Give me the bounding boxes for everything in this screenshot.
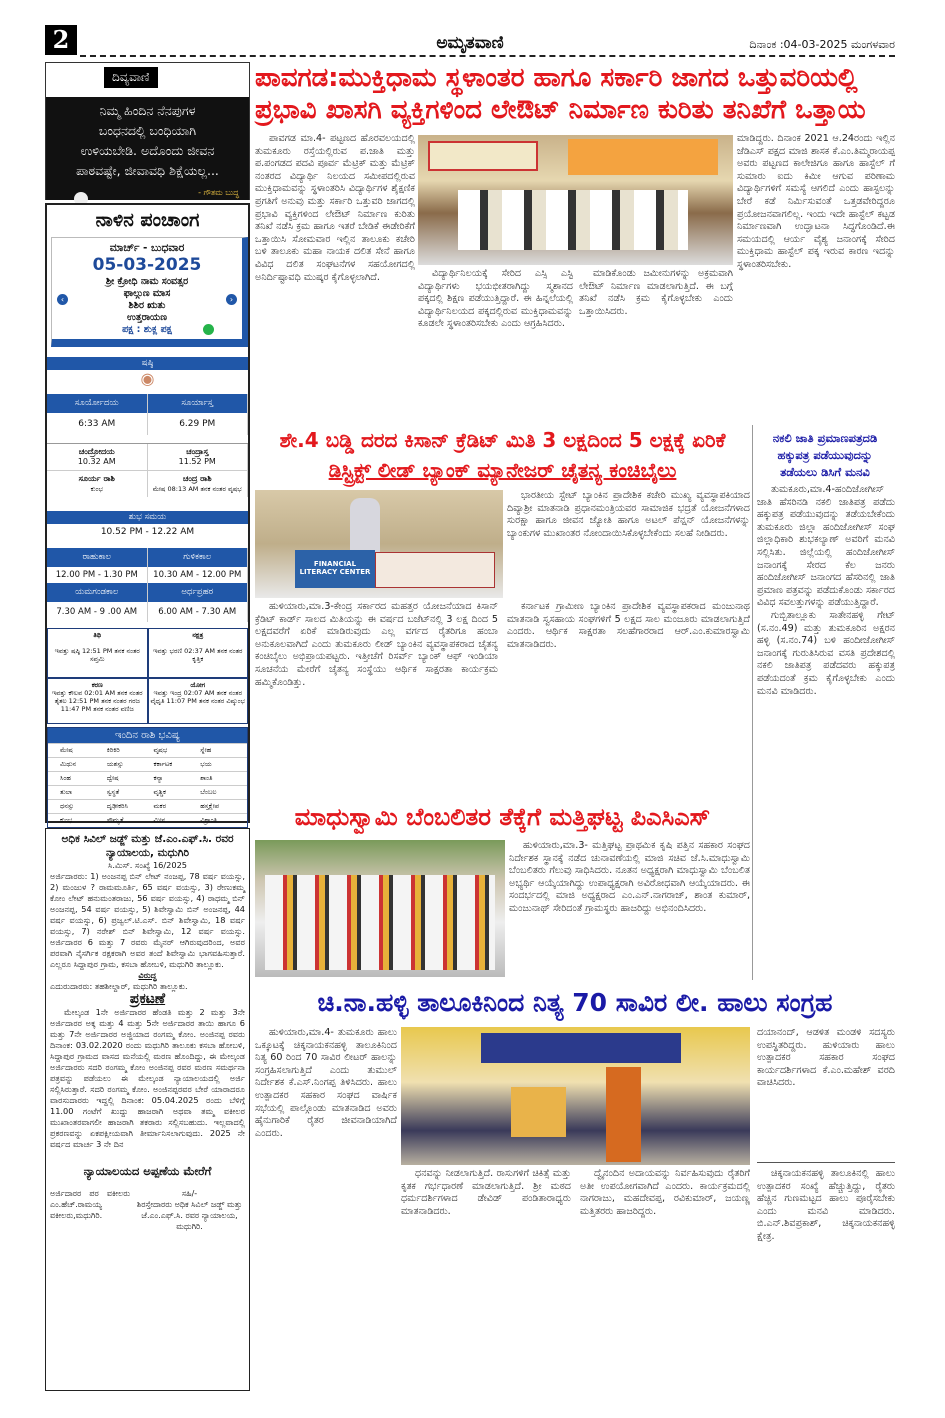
paksha: ಪಕ್ಷ : ಶುಕ್ಲ ಪಕ್ಷ bbox=[122, 324, 172, 335]
financial-literacy-banner: FINANCIAL LITERACY CENTER bbox=[295, 550, 375, 588]
karana-detail: ಇವತ್ತು ಕೌಲವ 02:01 AM ತನಕ ನಂತರ ತೈತಲ 12:51 PM ತನಕ ನಂತರ ಗರಜ 11:47 PM ತನಕ ನಂತರ ವಣಿಜ bbox=[51, 689, 143, 713]
chevron-left-icon: ‹ bbox=[57, 294, 68, 305]
article-4-col-1 bbox=[255, 1027, 397, 1392]
yama-label: ಯಮಗಂಡಕಾಲ bbox=[47, 583, 148, 602]
sidebar-body bbox=[757, 484, 895, 979]
rahu-label: ರಾಹುಕಾಲ bbox=[47, 548, 148, 567]
stage-banner bbox=[375, 552, 495, 588]
article-2-photo bbox=[255, 490, 503, 598]
rashi-name: ವೃಶ್ಚಿಕ bbox=[153, 788, 166, 796]
advocate: ಅರ್ಜಿದಾರರ ಪರ ವಕೀಲರು ಎಂ.ಹೆಚ್.ರಾಮಯ್ಯ ವಕೀಲರು,ಮಧುಗಿರಿ. bbox=[50, 1189, 130, 1220]
tithi-detail: ಇವತ್ತು ಷಷ್ಠಿ 12:51 PM ತನಕ ನಂತರ ಸಪ್ತಮಿ bbox=[54, 647, 140, 663]
ritu: ಶಿಶಿರ ಋತು bbox=[128, 300, 166, 311]
page-number: 2 bbox=[45, 25, 77, 55]
rashi-prediction: ಯಶಸ್ಸು bbox=[106, 760, 124, 768]
rashi-table bbox=[48, 743, 247, 827]
article-2-col-3 bbox=[507, 601, 750, 789]
paragraph: ಹುಳಿಯಾರು,ಮಾ.3- ಮತ್ತಿಘಟ್ಟ ಪ್ರಾಥಮಿಕ ಕೃಷಿ ಪತ್ತಿನ ಸಹಕಾರ ಸಂಘದ ನಿರ್ದೇಶಕ ಸ್ಥಾನಕ್ಕೆ ನಡೆದ ಚುನಾವಣೆಯಲ್ಲಿ ಮಾಜಿ ಸಚಿವ ಜೆ.ಸಿ.ಮಾಧುಸ್ವಾಮಿ ಬೆಂಬಲಿತರು ಗೆಲುವು ಸಾಧಿಸಿದರು. ನೂತನ ಅಧ್ಯಕ್ಷರಾಗಿ ಮಾಧುಸ್ವಾಮಿ ಬೆಂಬಲಿತ ಅಭ್ಯರ್ಥಿ ಆಯ್ಕೆಯಾಗಿದ್ದು ಉಪಾಧ್ಯಕ್ಷರಾಗಿ ಅವಿರೋಧವಾಗಿ ಆಯ್ಕೆಯಾದರು. ಈ ಸಂದರ್ಭದಲ್ಲಿ ಮಾಜಿ ಅಧ್ಯಕ್ಷರಾದ ಎಂ.ಎನ್.ನಾಗರಾಜ್, ಶಾಂತ ಕುಮಾರ್, ಮಂಜುನಾಥ್ ಸೇರಿದಂತೆ ಗ್ರಾಮಸ್ಥರು ಹಾಜರಿದ್ದು ಅಭಿನಂದಿಸಿದರು. bbox=[509, 840, 750, 914]
headline-line: ಹಕ್ಕುಪತ್ರ ಪಡೆಯುವುದನ್ನು bbox=[777, 448, 873, 462]
article-1-col-3 bbox=[579, 268, 733, 420]
tithi-bar: ಷಷ್ಠಿ bbox=[47, 357, 248, 370]
article-3-body bbox=[509, 840, 750, 977]
paragraph: ಕರ್ನಾಟಕ ಗ್ರಾಮೀಣ ಬ್ಯಾಂಕಿನ ಪ್ರಾದೇಶಿಕ ವ್ಯವಸ್ಥಾಪಕರಾದ ಮಂಜುನಾಥ ಮಾತನಾಡಿ ಸ್ವಸಹಾಯ ಸಂಘಗಳಿಗೆ 5 ಲಕ್ಷದ ಸಾಲ ಮಂಜೂರು ಮಾಡಲಾಗುತ್ತಿದೆ ಎಂದರು. ಆರ್ಥಿಕ ಸಾಕ್ಷರತಾ ಸಲಹೆಗಾರರಾದ ಆರ್.ಎಂ.ಕುಮಾರಸ್ವಾಮಿ ಮಾತನಾಡಿದರು. bbox=[507, 601, 750, 650]
yama-time: 7.30 AM - 9 .00 AM bbox=[47, 602, 148, 622]
paragraph: ಮಾಡಿಕೊಂಡು ಜಮೀನುಗಳನ್ನು ಅಕ್ರಮವಾಗಿ ಲೇಔಟ್ ನಿರ್ಮಾಣ ಮಾಡಲಾಗುತ್ತಿದೆ. ಈ ಬಗ್ಗೆ ತನಿಖೆ ನಡೆಸಿ ಕ್ರಮ ಕೈಗೊಳ್ಳಬೇಕು ಎಂದು ಒತ್ತಾಯಿಸಿದರು. bbox=[579, 268, 733, 317]
article-1-col-4 bbox=[737, 133, 895, 421]
tithi-heading: ತಿಥಿ bbox=[93, 631, 102, 639]
headline-2 bbox=[255, 425, 750, 485]
rashi-prediction: ಸೌಮ್ಯತೆ bbox=[106, 816, 124, 824]
clerk: ಶಿರಸ್ತೇದಾರರು ಅಧಿಕ ಸಿವಿಲ್ ಜಡ್ಜ್ ಮತ್ತು ಜೆ.ಎಂ.ಎಫ್.ಸಿ. ರವರ ನ್ಯಾಯಾಲಯ, ಮಧುಗಿರಿ. bbox=[136, 1200, 243, 1231]
article-2-col-2 bbox=[255, 601, 498, 789]
rashi-name: ಮೀನ bbox=[153, 816, 166, 824]
article-2-col-1 bbox=[507, 490, 750, 598]
chevron-right-icon: › bbox=[226, 294, 237, 305]
moonrise: 10.32 AM bbox=[77, 457, 116, 466]
memento bbox=[511, 1087, 566, 1137]
paragraph: ಧನವನ್ನು ನೀಡಲಾಗುತ್ತಿದೆ. ರಾಸುಗಳಿಗೆ ಚಿಕಿತ್ಸೆ ಮತ್ತು ಕೃತಕ ಗರ್ಭಧಾರಣೆ ಮಾಡಲಾಗುತ್ತಿದೆ. ಶ್ರೀ ಮಠದ ಧರ್ಮದರ್ಶಿಗಳಾದ ಡೇವಿಡ್ ಪಂಡಿತಾರಾಧ್ಯರು ಮಾತನಾಡಿದರು. bbox=[401, 1168, 571, 1217]
headline-line: ನಕಲಿ ಜಾತಿ ಪ್ರಮಾಣಪತ್ರದಡಿ bbox=[772, 431, 878, 445]
deity-icon: ◉ bbox=[140, 369, 155, 388]
divyavani-label: ದಿವ್ಯವಾಣಿ bbox=[104, 67, 158, 88]
rashi-prediction: ಬೆಂಬಲ bbox=[200, 788, 217, 796]
article-3-photo bbox=[255, 840, 505, 977]
rashi-name: ಕನ್ಯಾ bbox=[153, 774, 164, 782]
paragraph: ಮಾಡಿದ್ದರು. ದಿನಾಂಕ 2021 ಆ.24ರಂದು ಇಲ್ಲಿನ ಜೆಡಿಎಸ್ ಪಕ್ಷದ ಮಾಜಿ ಶಾಸಕ ಕೆ.ಎಂ.ತಿಮ್ಮರಾಯಪ್ಪ ಅವರು ಪಟ್ಟಣದ ಕಾಲೇಜಿಗೂ ಹಾಗೂ ಹಾಸ್ಟೆಲ್ ಗೆ ಸುಮಾರು ಐದು ಕಿಮೀ ಆಗುವ ಪರಿಣಾಮ ವಿದ್ಯಾರ್ಥಿಗಳಿಗೆ ಸಮಸ್ಯೆ ಆಗಲಿದೆ ಎಂದು ಹಾಸ್ಟಲನ್ನು ಬೇರೆ ಕಡೆ ನಿರ್ಮಿಸುವಂತೆ ಒತ್ತಡವೇರಿದ್ದರೂ ಪ್ರಯೋಜನವಾಗಲಿಲ್ಲ. ಇಂದು ಇದೇ ಹಾಸ್ಟೆಲ್ ಕಟ್ಟಡ ನಿರ್ಮಾಣವಾಗಿ ಉದ್ಘಾಟನಾ ಸಿದ್ಧಗೊಂಡಿದೆ.ಈ ಸಮಯದಲ್ಲಿ ಆರ್ಯ ವೈಶ್ಯ ಜನಾಂಗಕ್ಕೆ ಸೇರಿದ ಮುಕ್ತಿಧಾಮ ಹಾಸ್ಟೆಲ್ ಪಕ್ಕ ಇರುವ ಕಾರಣ ಇದನ್ನು ಸ್ಥಳಾಂತರಿಸಬೇಕು. bbox=[737, 133, 895, 270]
respondent: ಎದುರುದಾರರು: ತಹಶೀಲ್ದಾರ್, ಮಧುಗಿರಿ ತಾಲ್ಲೂಕು. bbox=[50, 981, 188, 991]
issue-date: ದಿನಾಂಕ :04-03-2025 ಮಂಗಳವಾರ bbox=[749, 38, 895, 51]
paragraph: ಹುಳಿಯಾರು,ಮಾ.4- ತುಮಕೂರು ಹಾಲು ಒಕ್ಕೂಟಕ್ಕೆ ಚಿಕ್ಕನಾಯಕನಹಳ್ಳಿ ತಾಲೂಕಿನಿಂದ ನಿತ್ಯ 60 ರಿಂದ 70 ಸಾವಿರ ಲೀಟರ್ ಹಾಲನ್ನು ಸಂಗ್ರಹಿಸಲಾಗುತ್ತಿದೆ ಎಂದು ತುಮುಲ್ ನಿರ್ದೇಶಕ ಕೆ.ಎಸ್.ನಿಂಗಪ್ಪ ತಿಳಿಸಿದರು. ಹಾಲು ಉತ್ಪಾದಕರ ಸಹಕಾರ ಸಂಘದ ವಾರ್ಷಿಕ ಸಭೆಯಲ್ಲಿ ಪಾಲ್ಗೊಂಡು ಮಾತನಾಡಿದ ಅವರು ಹೈನುಗಾರಿಕೆ ರೈತರ ಜೀವನಾಡಿಯಾಗಿದೆ ಎಂದರು. bbox=[255, 1027, 397, 1139]
rashi-row bbox=[48, 743, 247, 757]
protesters bbox=[458, 190, 688, 250]
seer-in-saffron bbox=[606, 1067, 641, 1162]
headline-1 bbox=[255, 62, 866, 126]
month-day: ಮಾರ್ಚ್ - ಬುಧವಾರ bbox=[109, 242, 185, 254]
sidebar-headline bbox=[755, 430, 895, 481]
protest-banner bbox=[428, 141, 538, 171]
article-1-photo bbox=[418, 135, 733, 265]
moonset: 11.52 PM bbox=[178, 457, 216, 466]
sun-rashi-label: ಸೂರ್ಯ ರಾಶಿ bbox=[78, 474, 115, 483]
signed: ಸಹಿ/- bbox=[181, 1189, 198, 1198]
rashi-name: ಧನಸ್ಸು bbox=[60, 802, 74, 810]
quote-author: - ಗೌತಮ ಬುದ್ಧ bbox=[198, 188, 239, 197]
court-name: ಅಧಿಕ ಸಿವಿಲ್ ಜಡ್ಜ್ ಮತ್ತು ಜೆ.ಎಂ.ಎಫ್.ಸಿ. ರವರ ನ್ಯಾಯಾಲಯ, ಮಧುಗಿರಿ bbox=[61, 833, 234, 859]
headline-line: ಡಿಸ್ಟ್ರಿಕ್ಟ್ ಲೀಡ್ ಬ್ಯಾಂಕ್ ಮ್ಯಾನೇಜರ್ ಚೈತನ್ಯ ಕಂಚಿಬೈಲು bbox=[328, 458, 677, 482]
masthead: ಅಮೃತವಾಣಿ bbox=[436, 33, 504, 53]
notice-body: ಮೇಲ್ಕಂಡ 1ನೇ ಅರ್ಜಿದಾರರ ಹೆಂಡತಿ ಮತ್ತು 2 ಮತ್ತು 3ನೇ ಅರ್ಜಿದಾರರ ಅಕ್ಕ ಮತ್ತು 4 ಮತ್ತು 5ನೇ ಅರ್ಜಿದಾರರ ತಾಯಿ ಹಾಗೂ 6 ಮತ್ತು 7ನೇ ಅರ್ಜಿದಾರರ ಅಜ್ಜಿಯಾದ ರಂಗಮ್ಮ ಕೋಂ. ಅಂಜಿನಪ್ಪ ರವರು ದಿನಾಂಕ: 03.02.2020 ರಂದು ಮಧುಗಿರಿ ತಾಲೂಕು ಕಸಬಾ ಹೋಬಳಿ, ಸಿದ್ದಾಪುರ ಗ್ರಾಮದ ವಾಸದ ಮನೆಯಲ್ಲಿ ಮರಣ ಹೊಂದಿದ್ದು, ಈ ಮೇಲ್ಕಂಡ ಅರ್ಜಿದಾರರು ಸದರಿ ರಂಗಮ್ಮ ಕೋಂ ಅಂಜಿನಪ್ಪ ರವರ ಮರಣ ಸಮರ್ಥನಾ ಪತ್ರವನ್ನು ಪಡೆಯಲು ಈ ಮೇಲ್ಕಂಡ ನ್ಯಾಯಾಲಯದಲ್ಲಿ ಅರ್ಜಿ ಸಲ್ಲಿಸಿರುತ್ತಾರೆ. ಸದರಿ ರಂಗಮ್ಮ ಕೋಂ. ಅಂಜಿನಪ್ಪರವರ ಬೇರೆ ಯಾರಾದರೂ ವಾರಸುದಾರರು ಇದ್ದಲ್ಲಿ ದಿನಾಂಕ: 05.04.2025 ರಂದು ಬೆಳಿಗ್ಗೆ 11.00 ಗಂಟೆಗೆ ಖುದ್ದು ಹಾಜರಾಗಿ ಅಥವಾ ತಮ್ಮ ವಕೀಲರ ಮುಖಾಂತರವಾಗಲೀ ಹಾಜರಾಗಿ ತಕರಾರು ಸಲ್ಲಿಸಬಹುದು. ಇಲ್ಲವಾದಲ್ಲಿ ಪ್ರಕರಣವನ್ನು ಏಕಪಕ್ಷೀಯವಾಗಿ ತೀರ್ಮಾನಿಸಲಾಗುವುದು. 2025 ನೇ ವರ್ಷದ ಮಾರ್ಚ 3 ನೇ ದಿನ bbox=[50, 1007, 245, 1149]
gulika-time: 10.30 AM - 12.00 PM bbox=[148, 567, 249, 583]
rashi-prediction: ಹಸ್ತಕ್ಷೇಪ bbox=[200, 802, 219, 810]
paragraph: ಪಾವಗಡ ಮಾ.4- ಪಟ್ಟಣದ ಹೊರವಲಯದಲ್ಲಿ ತುಮಕೂರು ರಸ್ತೆಯಲ್ಲಿರುವ ಪ.ಜಾತಿ ಮತ್ತು ಪ.ಪಂಗಡದ ಪದವಿ ಪೂರ್ವ ಮೆಟ್ರಿಕ್ ಮತ್ತು ಮೆಟ್ರಿಕ್ ನಂತರದ ವಿದ್ಯಾರ್ಥಿ ನಿಲಯದ ಸಮೀಪದಲ್ಲಿರುವ ಮುಕ್ತಿಧಾಮವನ್ನು ಸ್ಥಳಾಂತರಿಸಿ ವಿದ್ಯಾರ್ಥಿಗಳ ಶೈಕ್ಷಣಿಕ ಪ್ರಗತಿಗೆ ಅನುವು ಮತ್ತು ಸರ್ಕಾರಿ ಒತ್ತುವರಿ ಜಾಗದಲ್ಲಿ ಪ್ರಭಾವಿ ವ್ಯಕ್ತಿಗಳಿಂದ ಲೇಔಟ್ ನಿರ್ಮಾಣ ಕುರಿತು ತನಿಖೆ ನಡೆಸಿ ಕ್ರಮ ಹಾಗೂ ಇತರೆ ಬೇಡಿಕೆ ಈಡೇರಿಕೆಗೆ ಒತ್ತಾಯಿಸಿ ಸೋಮವಾರ ಇಲ್ಲಿನ ತಾಲೂಕು ಕಚೇರಿ ಬಳಿ ತಾಲೂಕು ಮಹಾ ನಾಯಕ ದಲಿತ ಸೇನೆ ಹಾಗೂ ವಿವಿಧ ದಲಿತ ಸಂಘಟನೆಗಳ ಸಹಯೋಗದಲ್ಲಿ ಅನಿರ್ದಿಷ್ಟಾವಧಿ ಮುಷ್ಕರ ಕೈಗೊಳ್ಳಲಾಗಿದೆ. bbox=[255, 133, 415, 283]
paragraph: ದ್ವೈನಂದಿನ ಅದಾಯವನ್ನು ನಿರ್ವಹಿಸುವುದು ರೈತರಿಗೆ ಅತೀ ಉಪಯೋಗವಾಗಿದೆ ಎಂದರು. ಕಾರ್ಯಕ್ರಮದಲ್ಲಿ ನಾಗರಾಜು, ಮಹದೇವಪ್ಪ, ರವಿಕುಮಾರ್, ಜಯಣ್ಣ ಮತ್ತಿತರರು ಹಾಜರಿದ್ದರು. bbox=[580, 1168, 750, 1217]
column-divider bbox=[757, 1162, 895, 1163]
headline-line: ಪ್ರಭಾವಿ ಖಾಸಗಿ ವ್ಯಕ್ತಿಗಳಿಂದ ಲೇಔಟ್ ನಿರ್ಮಾಣ ಕುರಿತು ತನಿಖೆಗೆ ಒತ್ತಾಯ bbox=[255, 95, 866, 125]
rashi-prediction: ಸ್ವಸ್ಥತೆ bbox=[106, 788, 120, 796]
quote-line: ಪಾಠವಷ್ಟೇ, ಜೀವಾವಧಿ ಶಿಕ್ಷೆಯಲ್ಲ... bbox=[76, 163, 219, 178]
divyavani-box bbox=[45, 62, 250, 200]
paragraph: ಭಾರತೀಯ ಸ್ಟೇಟ್ ಬ್ಯಾಂಕಿನ ಪ್ರಾದೇಶಿಕ ಕಚೇರಿ ಮುಖ್ಯ ವ್ಯವಸ್ಥಾಪಕಿಯಾದ ದಿವ್ಯಾಶ್ರೀ ಮಾತನಾಡಿ ಪ್ರಧಾನಮಂತ್ರಿಯವರ ಸಾಮಾಜಿಕ ಭದ್ರತೆ ಯೋಜನೆಗಳಾದ ಸುರಕ್ಷಾ ಹಾಗೂ ಜೀವನ ಜ್ಯೋತಿ ಹಾಗೂ ಅಟಲ್ ಪೆನ್ಷನ್ ಯೋಜನೆಗಳನ್ನು ಬ್ಯಾಂಕುಗಳ ಮುಖಾಂತರ ನೋಂದಾಯಿಸಿಕೊಳ್ಳಬೇಕೆಂದು ಸಲಹೆ ನೀಡಿದರು. bbox=[507, 490, 750, 539]
rashi-name: ಮಕರ bbox=[153, 802, 167, 810]
headline-line: ಪಾವಗಡ:ಮುಕ್ತಿಧಾಮ ಸ್ಥಳಾಂತರ ಹಾಗೂ ಸರ್ಕಾರಿ ಜಾಗದ ಒತ್ತುವರಿಯಲ್ಲಿ bbox=[255, 63, 858, 93]
article-1-col-2 bbox=[418, 268, 573, 420]
rashi-row bbox=[48, 757, 247, 771]
rashi-prediction: ಕಿರಿಕಿರಿ bbox=[106, 746, 120, 754]
rahu-time: 12.00 PM - 1.30 PM bbox=[47, 567, 148, 583]
moon-rashi: ಮೇಷ 08:13 AM ತನಕ ನಂತರ ವೃಷಭ bbox=[152, 485, 242, 493]
yoga-heading: ಯೋಗ bbox=[190, 681, 206, 689]
article-4-col-4 bbox=[757, 1027, 895, 1162]
notice-title: ಪ್ರಕಟಣೆ bbox=[129, 991, 166, 1007]
speaker bbox=[350, 498, 380, 558]
article-4-col-5 bbox=[757, 1168, 895, 1392]
panchanga-date: 05-03-2025 bbox=[92, 255, 202, 275]
rashi-prediction: ಶಾಂತಿ bbox=[200, 774, 213, 782]
headline-3: ಮಾಧುಸ್ವಾಮಿ ಬೆಂಬಲಿತರ ತೆಕ್ಕೆಗೆ ಮತ್ತಿಘಟ್ಟ ಪಿಎಸಿಎಸ್ bbox=[294, 803, 711, 831]
rashi-title: ಇಂದಿನ ರಾಶಿ ಭವಿಷ್ಯ bbox=[48, 728, 247, 743]
group-with-garlands bbox=[265, 875, 495, 970]
masa: ಫಾಲ್ಗುಣ ಮಾಸ bbox=[123, 288, 171, 299]
shubha-label: ಶುಭ ಸಮಯ bbox=[47, 511, 248, 524]
sunset: 6.29 PM bbox=[148, 413, 249, 435]
sunrise: 6:33 AM bbox=[47, 413, 148, 435]
event-banner bbox=[481, 1033, 681, 1063]
nakshatra-heading: ನಕ್ಷತ್ರ bbox=[192, 631, 204, 639]
rashi-prediction: ವಿಶ್ರಾಂತಿ bbox=[200, 816, 217, 824]
paragraph: ಹುಳಿಯಾರು,ಮಾ.3-ಕೇಂದ್ರ ಸರ್ಕಾರದ ಮಹತ್ತರ ಯೋಜನೆಯಾದ ಕಿಸಾನ್ ಕ್ರೆಡಿಟ್ ಕಾರ್ಡ್ ಸಾಲದ ಮಿತಿಯನ್ನು ಈ ವರ್ಷದ ಬಜೆಟ್‌ನಲ್ಲಿ 3 ಲಕ್ಷ ದಿಂದ 5 ಲಕ್ಷದವರೆಗೆ ಏರಿಕೆ ಮಾಡಿರುವುದು ಎಲ್ಲ ವರ್ಗದ ರೈತರಿಗೂ ಹಂಬಾ ಅನುಕೂಲವಾಗಿದೆ ಎಂದು ತುಮಕೂರು ಲೀಡ್ ಬ್ಯಾಂಕಿನ ವ್ಯವಸ್ಥಾಪಕರಾದ ಚೈತನ್ಯ ಕಂಚಿಬೈಲು ಅಭಿಪ್ರಾಯಪಟ್ಟರು. ಇತ್ತೀಚೆಗೆ ರಿಸರ್ವ್ ಬ್ಯಾಂಕ್ ಆಫ್ ಇಂಡಿಯಾ ಸೂಚನೆಯ ಮೇರೆಗೆ ಚೈತನ್ಯ ಸಂಸ್ಥೆಯು ಆರ್ಥಿಕ ಸಾಕ್ಷರತಾ ಕಾರ್ಯಕ್ರಮ ಹಮ್ಮಿಕೊಂಡಿತ್ತು. bbox=[255, 601, 498, 688]
legal-notice bbox=[45, 828, 250, 1391]
article-4-photo bbox=[401, 1027, 750, 1165]
court-order: ನ್ಯಾಯಾಲಯದ ಅಪ್ಪಣೆಯ ಮೇರೆಗೆ bbox=[83, 1164, 212, 1178]
headline-line: ಶೇ.4 ಬಡ್ಡಿ ದರದ ಕಿಸಾನ್ ಕ್ರೆಡಿಟ್ ಮಿತಿ 3 ಲಕ್ಷದಿಂದ 5 ಲಕ್ಷಕ್ಕೆ ಏರಿಕೆ bbox=[279, 428, 726, 452]
ardha-label: ಅರ್ಧಪ್ರಹರ bbox=[148, 583, 249, 602]
ardha-time: 6.00 AM - 7.30 AM bbox=[148, 602, 249, 622]
shubha-time: 10.52 PM - 12.22 AM bbox=[100, 527, 195, 537]
yoga-detail: ಇವತ್ತು ಇಂದ್ರ 02:07 AM ತನಕ ನಂತರ ವೈಧೃತಿ 11:07 PM ತನಕ ನಂತರ ವಿಷ್ಕುಂಭ bbox=[150, 689, 245, 705]
rashi-name: ಸಿಂಹ bbox=[60, 774, 71, 782]
headline-4: ಚಿ.ನಾ.ಹಳ್ಳಿ ತಾಲೂಕಿನಿಂದ ನಿತ್ಯ 70 ಸಾವಿರ ಲೀ. ಹಾಲು ಸಂಗ್ರಹ bbox=[317, 988, 833, 1017]
moonset-label: ಚಂದ್ರಾಸ್ತ bbox=[186, 447, 209, 456]
sunset-label: ಸೂರ್ಯಾಸ್ತ bbox=[148, 394, 249, 413]
quote-line: ಉಳಿಯಬೇಡಿ. ಅದೊಂದು ಜೀವನ bbox=[80, 143, 215, 158]
rashi-prediction: ದೃಢೀಕರಿಸಿ bbox=[106, 802, 128, 810]
quote-line: ಬಂಧನದಲ್ಲಿ ಬಂಧಿಯಾಗಿ bbox=[98, 123, 197, 138]
rashi-row bbox=[48, 771, 247, 785]
rashi-prediction: ಭಯ bbox=[200, 760, 212, 768]
rashi-row bbox=[48, 799, 247, 813]
ayana: ಉತ್ತರಾಯಣ bbox=[127, 312, 167, 323]
moonrise-label: ಚಂದ್ರೋದಯ bbox=[78, 447, 115, 456]
rashi-prediction: ದ್ವೇಷ bbox=[106, 774, 119, 782]
rashi-name: ಕರ್ಕಾಟಕ bbox=[153, 760, 173, 768]
rashi-row bbox=[48, 813, 247, 827]
gulika-label: ಗುಳಿಕಕಾಲ bbox=[148, 548, 249, 567]
article-1-col-1 bbox=[255, 133, 415, 421]
rashi-row bbox=[48, 785, 247, 799]
headline-line: ತಡೆಯಲು ಡಿಸಿಗೆ ಮನವಿ bbox=[780, 465, 870, 479]
paragraph: ವಿದ್ಯಾರ್ಥಿನಿಲಯಕ್ಕೆ ಸೇರಿದ ಎಸ್ಸಿ ಎಸ್ಟಿ ವಿದ್ಯಾರ್ಥಿಗಳು ಭಯಭೀತರಾಗಿದ್ದು ಸ್ಮಶಾನದ ಪಕ್ಕದಲ್ಲಿ ಶಿಕ್ಷಣ ಪಡೆಯುತ್ತಿದ್ದಾರೆ. ಈ ಹಿನ್ನಲೆಯಲ್ಲಿ ವಿದ್ಯಾರ್ಥಿನಿಲಯದ ಪಕ್ಕದಲ್ಲಿರುವ ಮುಕ್ತಿಧಾಮವನ್ನು ಕೂಡಲೇ ಸ್ಥಳಾಂತರಿಸಬೇಕು ಎಂದು ಆಗ್ರಹಿಸಿದರು. bbox=[418, 268, 573, 330]
rashi-name: ತುಲಾ bbox=[60, 788, 73, 796]
petitioners: ಅರ್ಜಿದಾರರು: 1) ಅಂಜನಪ್ಪ ಬಿನ್ ಲೇಟ್ ನಂಜಪ್ಪ, 78 ವರ್ಷ ವಯಸ್ಸು, 2) ಮಂಜುಳ ? ರಾಮಮೂರ್ತಿ, 65 ವರ್ಷ ವಯಸ್ಸು, 3) ರೇಣುಕಮ್ಮ ಕೋಂ ಲೇಟ್ ಹನುಮಂತರಾಜು, 56 ವರ್ಷ ವಯಸ್ಸು, 4) ರಾಧಮ್ಮ ಬಿನ್ ಅಂಜನಪ್ಪ, 54 ವರ್ಷ ವಯಸ್ಸು, 5) ಶಿವೇಸ್ವಾಮಿ ಬಿನ್ ಅಂಜನಪ್ಪ, 44 ವರ್ಷ ವಯಸ್ಸು, 6) ಪ್ರಜ್ವಲ್.ಟಿ.ಎಸ್. ಬಿನ್ ಶಿವೇಸ್ವಾಮಿ, 18 ವರ್ಷ ವಯಸ್ಸು, 7) ನರೇಶ್ ಬಿನ್ ಶಿವೇಸ್ವಾಮಿ, 12 ವರ್ಷ ವಯಸ್ಸು. ಅರ್ಜಿದಾರರ 6 ಮತ್ತು 7 ರವರು ಮೈನರ್ ಆಗಿರುವುದರಿಂದ, ಅವರ ಪರವಾಗಿ ನೈಸರ್ಗಿಕ ರಕ್ಷಕರಾಗಿ ಅವರ ತಂದೆ ಶಿವೇಸ್ವಾಮಿ ಭಾಗವಹಿಸುತ್ತಾರೆ. ಎಲ್ಲರೂ ಸಿದ್ದಾಪುರ ಗ್ರಾಮ, ಕಸಬಾ ಹೋಬಳಿ, ಮಧುಗಿರಿ ತಾಲ್ಲೂಕು. bbox=[50, 871, 245, 969]
panchanga-date-card bbox=[51, 237, 248, 347]
samvatsara: ಶ್ರೀ ಕ್ರೋಧಿ ನಾಮ ಸಂವತ್ಸರ bbox=[105, 276, 189, 287]
panchanga-title: ನಾಳಿನ ಪಂಚಾಂಗ bbox=[95, 209, 200, 231]
nakshatra-detail: ಇವತ್ತು ಭರಣಿ 02:37 AM ತನಕ ನಂತರ ಕೃತ್ತಿಕ bbox=[153, 647, 243, 663]
header-divider bbox=[80, 55, 895, 57]
article-4-col-3 bbox=[580, 1168, 750, 1392]
quote-line: ನಿಮ್ಮ ಹಿಂದಿನ ನೆನಪುಗಳ bbox=[99, 103, 196, 118]
panchanga-box bbox=[45, 203, 250, 823]
rashi-prediction: ಸ್ನೇಹ bbox=[200, 746, 212, 754]
sunrise-label: ಸೂರ್ಯೋದಯ bbox=[47, 394, 148, 413]
paragraph: ಚಿಕ್ಕನಾಯಕನಹಳ್ಳಿ ತಾಲೂಕಿನಲ್ಲಿ ಹಾಲು ಉತ್ಪಾದಕರ ಸಂಖ್ಯೆ ಹೆಚ್ಚುತ್ತಿದ್ದು, ರೈತರು ಹೆಚ್ಚಿನ ಗುಣಮಟ್ಟದ ಹಾಲು ಪೂರೈಸಬೇಕು ಎಂದು ಮನವಿ ಮಾಡಿದರು. ಬಿ.ಎನ್.ಶಿವಪ್ರಕಾಶ್, ಚಿಕ್ಕನಾಯಕನಹಳ್ಳಿ ಕ್ಷೇತ್ರ. bbox=[757, 1168, 895, 1242]
column-divider bbox=[752, 425, 753, 980]
karana-heading: ಕರಣ bbox=[91, 681, 103, 689]
quote-image bbox=[46, 97, 249, 200]
sun-rashi: ಕುಂಭ bbox=[90, 485, 103, 493]
rashi-name: ಮೇಷ bbox=[60, 746, 73, 754]
paragraph: ದಯಾನಂದ್, ಆಡಳಿತ ಮಂಡಳಿ ಸದಸ್ಯರು ಉಪಸ್ಥಿತರಿದ್ದರು. ಹುಳಿಯಾರು ಹಾಲು ಉತ್ಪಾದಕರ ಸಹಕಾರ ಸಂಘದ ಕಾರ್ಯದರ್ಶಿಗಳಾದ ಕೆ.ಎಂ.ಮಹೇಶ್ ವರದಿ ವಾಚಿಸಿದರು. bbox=[757, 1027, 895, 1089]
article-4-col-2 bbox=[401, 1168, 571, 1392]
moon-rashi-label: ಚಂದ್ರ ರಾಶಿ bbox=[182, 474, 212, 483]
marigold-garland bbox=[568, 139, 718, 175]
rashi-name: ಕುಂಭ bbox=[60, 816, 73, 824]
case-number: ಸಿ.ಮಿಸ್. ಸಂಖ್ಯೆ 16/2025 bbox=[108, 860, 187, 870]
rashi-name: ಮಿಥುನ bbox=[60, 760, 77, 768]
paragraph: ತುಮಕೂರು,ಮಾ.4-ಹಂದಿಜೋಗೀಸ್ ಜಾತಿ ಹೆಸರಿನಡಿ ನಕಲಿ ಜಾತಿಪತ್ರ ಪಡೆದು ಹಕ್ಕುಪತ್ರ ಪಡೆಯುವುದನ್ನು ತಡೆಯಬೇಕೆಂದು ತುಮಕೂರು ಜಿಲ್ಲಾ ಹಂದಿಜೋಗೀಸ್ ಸಂಘ ಜಿಲ್ಲಾಧಿಕಾರಿ ಶುಭಕಲ್ಯಾಣ್ ಅವರಿಗೆ ಮನವಿ ಸಲ್ಲಿಸಿತು. ಜಿಲ್ಲೆಯಲ್ಲಿ ಹಂದಿಜೋಗೀಸ್ ಜನಾಂಗಕ್ಕೆ ಸೇರದ ಕೆಲ ಜನರು ಹಂದಿಜೋಗೀಸ್ ಜನಾಂಗದ ಹೆಸರಿನಲ್ಲಿ ಜಾತಿ ಪ್ರಮಾಣ ಪತ್ರವನ್ನು ಪಡೆದುಕೊಂಡು ಸರ್ಕಾರದ ವಿವಿಧ ಸವಲತ್ತುಗಳನ್ನು ಪಡೆಯುತ್ತಿದ್ದಾರೆ. bbox=[757, 484, 895, 609]
rashi-name: ವೃಷಭ bbox=[153, 746, 168, 754]
versus: ವಿರುದ್ಧ bbox=[138, 970, 157, 980]
paragraph: ಗುಬ್ಬಿತಾಲ್ಲೂಕು ಸಾತೇನಹಳ್ಳಿ ಗೇಟ್ (ಸ.ನಂ.49) ಮತ್ತು ತುಮಕೂರಿನ ಅಕ್ಷರನ ಹಳ್ಳಿ (ಸ.ನಂ.74) ಬಳಿ ಹಂದೀಜೋಗೀಸ್ ಜನಾಂಗಕ್ಕೆ ಗುರುತಿಸಿರುವ ವಸತಿ ಪ್ರದೇಶದಲ್ಲಿ ನಕಲಿ ಜಾತಿಪತ್ರ ಪಡೆದವರು ಹಕ್ಕುಪತ್ರ ಪಡೆಯದಂತೆ ಕ್ರಮ ಕೈಗೊಳ್ಳಬೇಕು ಎಂದು ಮನವಿ ಮಾಡಿದರು. bbox=[757, 609, 895, 697]
whatsapp-icon bbox=[203, 324, 214, 335]
